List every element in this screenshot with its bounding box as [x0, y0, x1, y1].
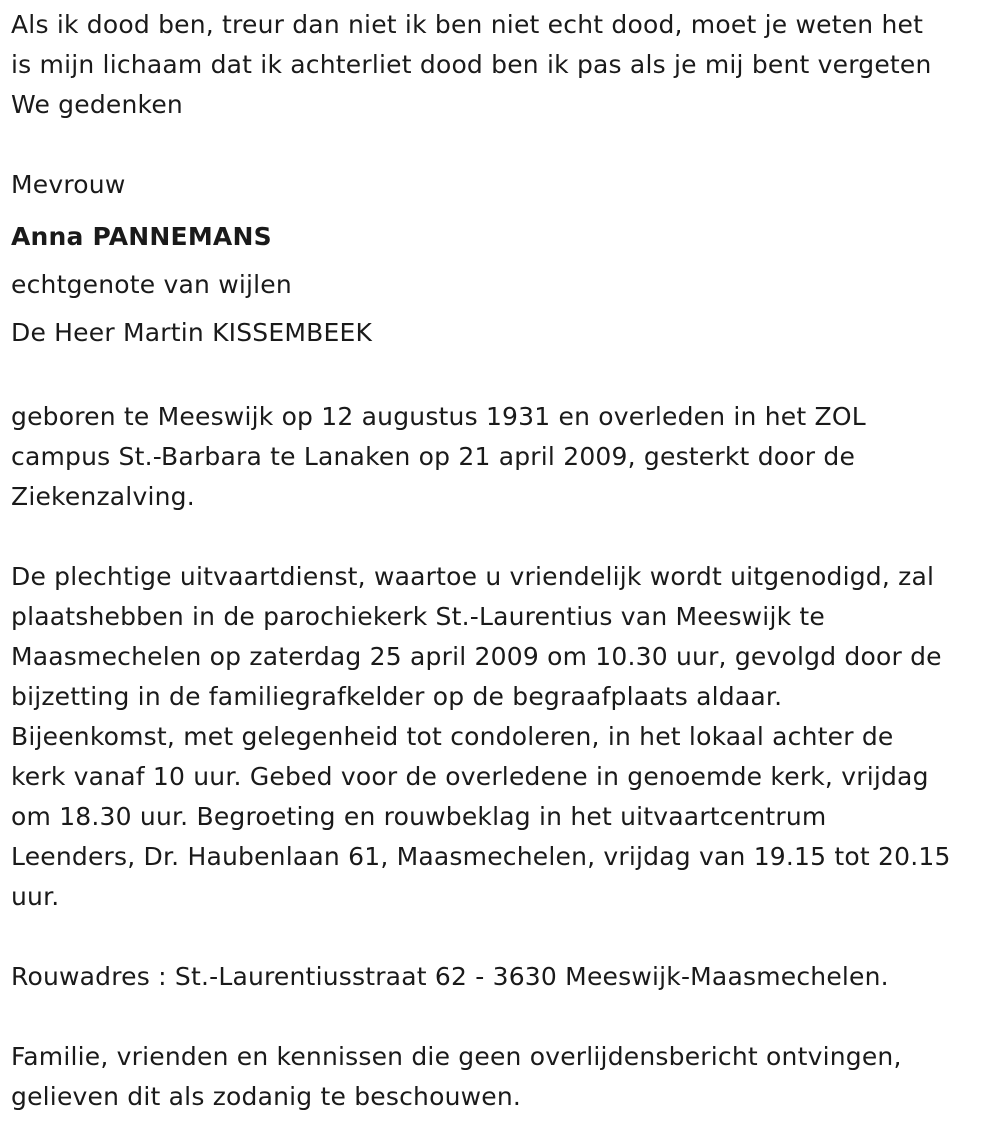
funeral-line: Maasmechelen op zaterdag 25 april 2009 om 10.30 uur, gevolgd door de [11, 642, 942, 671]
closing-line: Familie, vrienden en kennissen die geen overlijdensbericht ontvingen, [11, 1042, 902, 1071]
funeral-line: Bijeenkomst, met gelegenheid tot condoleren, in het lokaal achter de [11, 722, 894, 751]
spouse-name: De Heer Martin KISSEMBEEK [11, 318, 373, 347]
poem-line: Als ik dood ben, treur dan niet ik ben niet echt dood, moet je weten het [11, 10, 924, 39]
funeral-line: uur. [11, 882, 60, 911]
funeral-line: kerk vanaf 10 uur. Gebed voor de overledene in genoemde kerk, vrijdag [11, 762, 929, 791]
deceased-title: Mevrouw [11, 170, 126, 199]
closing-paragraph [11, 1037, 990, 1117]
funeral-line: plaatshebben in de parochiekerk St.-Laurentius van Meeswijk te [11, 602, 826, 631]
deceased-name: Anna PANNEMANS [11, 222, 272, 251]
birth-death-line: Ziekenzalving. [11, 482, 195, 511]
funeral-line: bijzetting in de familiegrafkelder op de begraafplaats aldaar. [11, 682, 783, 711]
address-paragraph [11, 957, 990, 997]
birth-death-line: geboren te Meeswijk op 12 augustus 1931 en overleden in het ZOL [11, 402, 866, 431]
funeral-line: om 18.30 uur. Begroeting en rouwbeklag in het uitvaartcentrum [11, 802, 827, 831]
birth-death-paragraph [11, 397, 990, 517]
poem-line: is mijn lichaam dat ik achterliet dood ben ik pas als je mij bent vergeten [11, 50, 932, 79]
closing-line: gelieven dit als zodanig te beschouwen. [11, 1082, 522, 1111]
poem-paragraph [11, 5, 990, 125]
deceased-block [11, 165, 990, 357]
mourning-address: Rouwadres : St.-Laurentiusstraat 62 - 3630 Meeswijk-Maasmechelen. [11, 962, 889, 991]
funeral-line: Leenders, Dr. Haubenlaan 61, Maasmechelen, vrijdag van 19.15 tot 20.15 [11, 842, 951, 871]
funeral-line: De plechtige uitvaartdienst, waartoe u vriendelijk wordt uitgenodigd, zal [11, 562, 935, 591]
birth-death-line: campus St.-Barbara te Lanaken op 21 april 2009, gesterkt door de [11, 442, 856, 471]
funeral-paragraph [11, 557, 990, 917]
deceased-relation: echtgenote van wijlen [11, 270, 292, 299]
poem-line: We gedenken [11, 90, 183, 119]
